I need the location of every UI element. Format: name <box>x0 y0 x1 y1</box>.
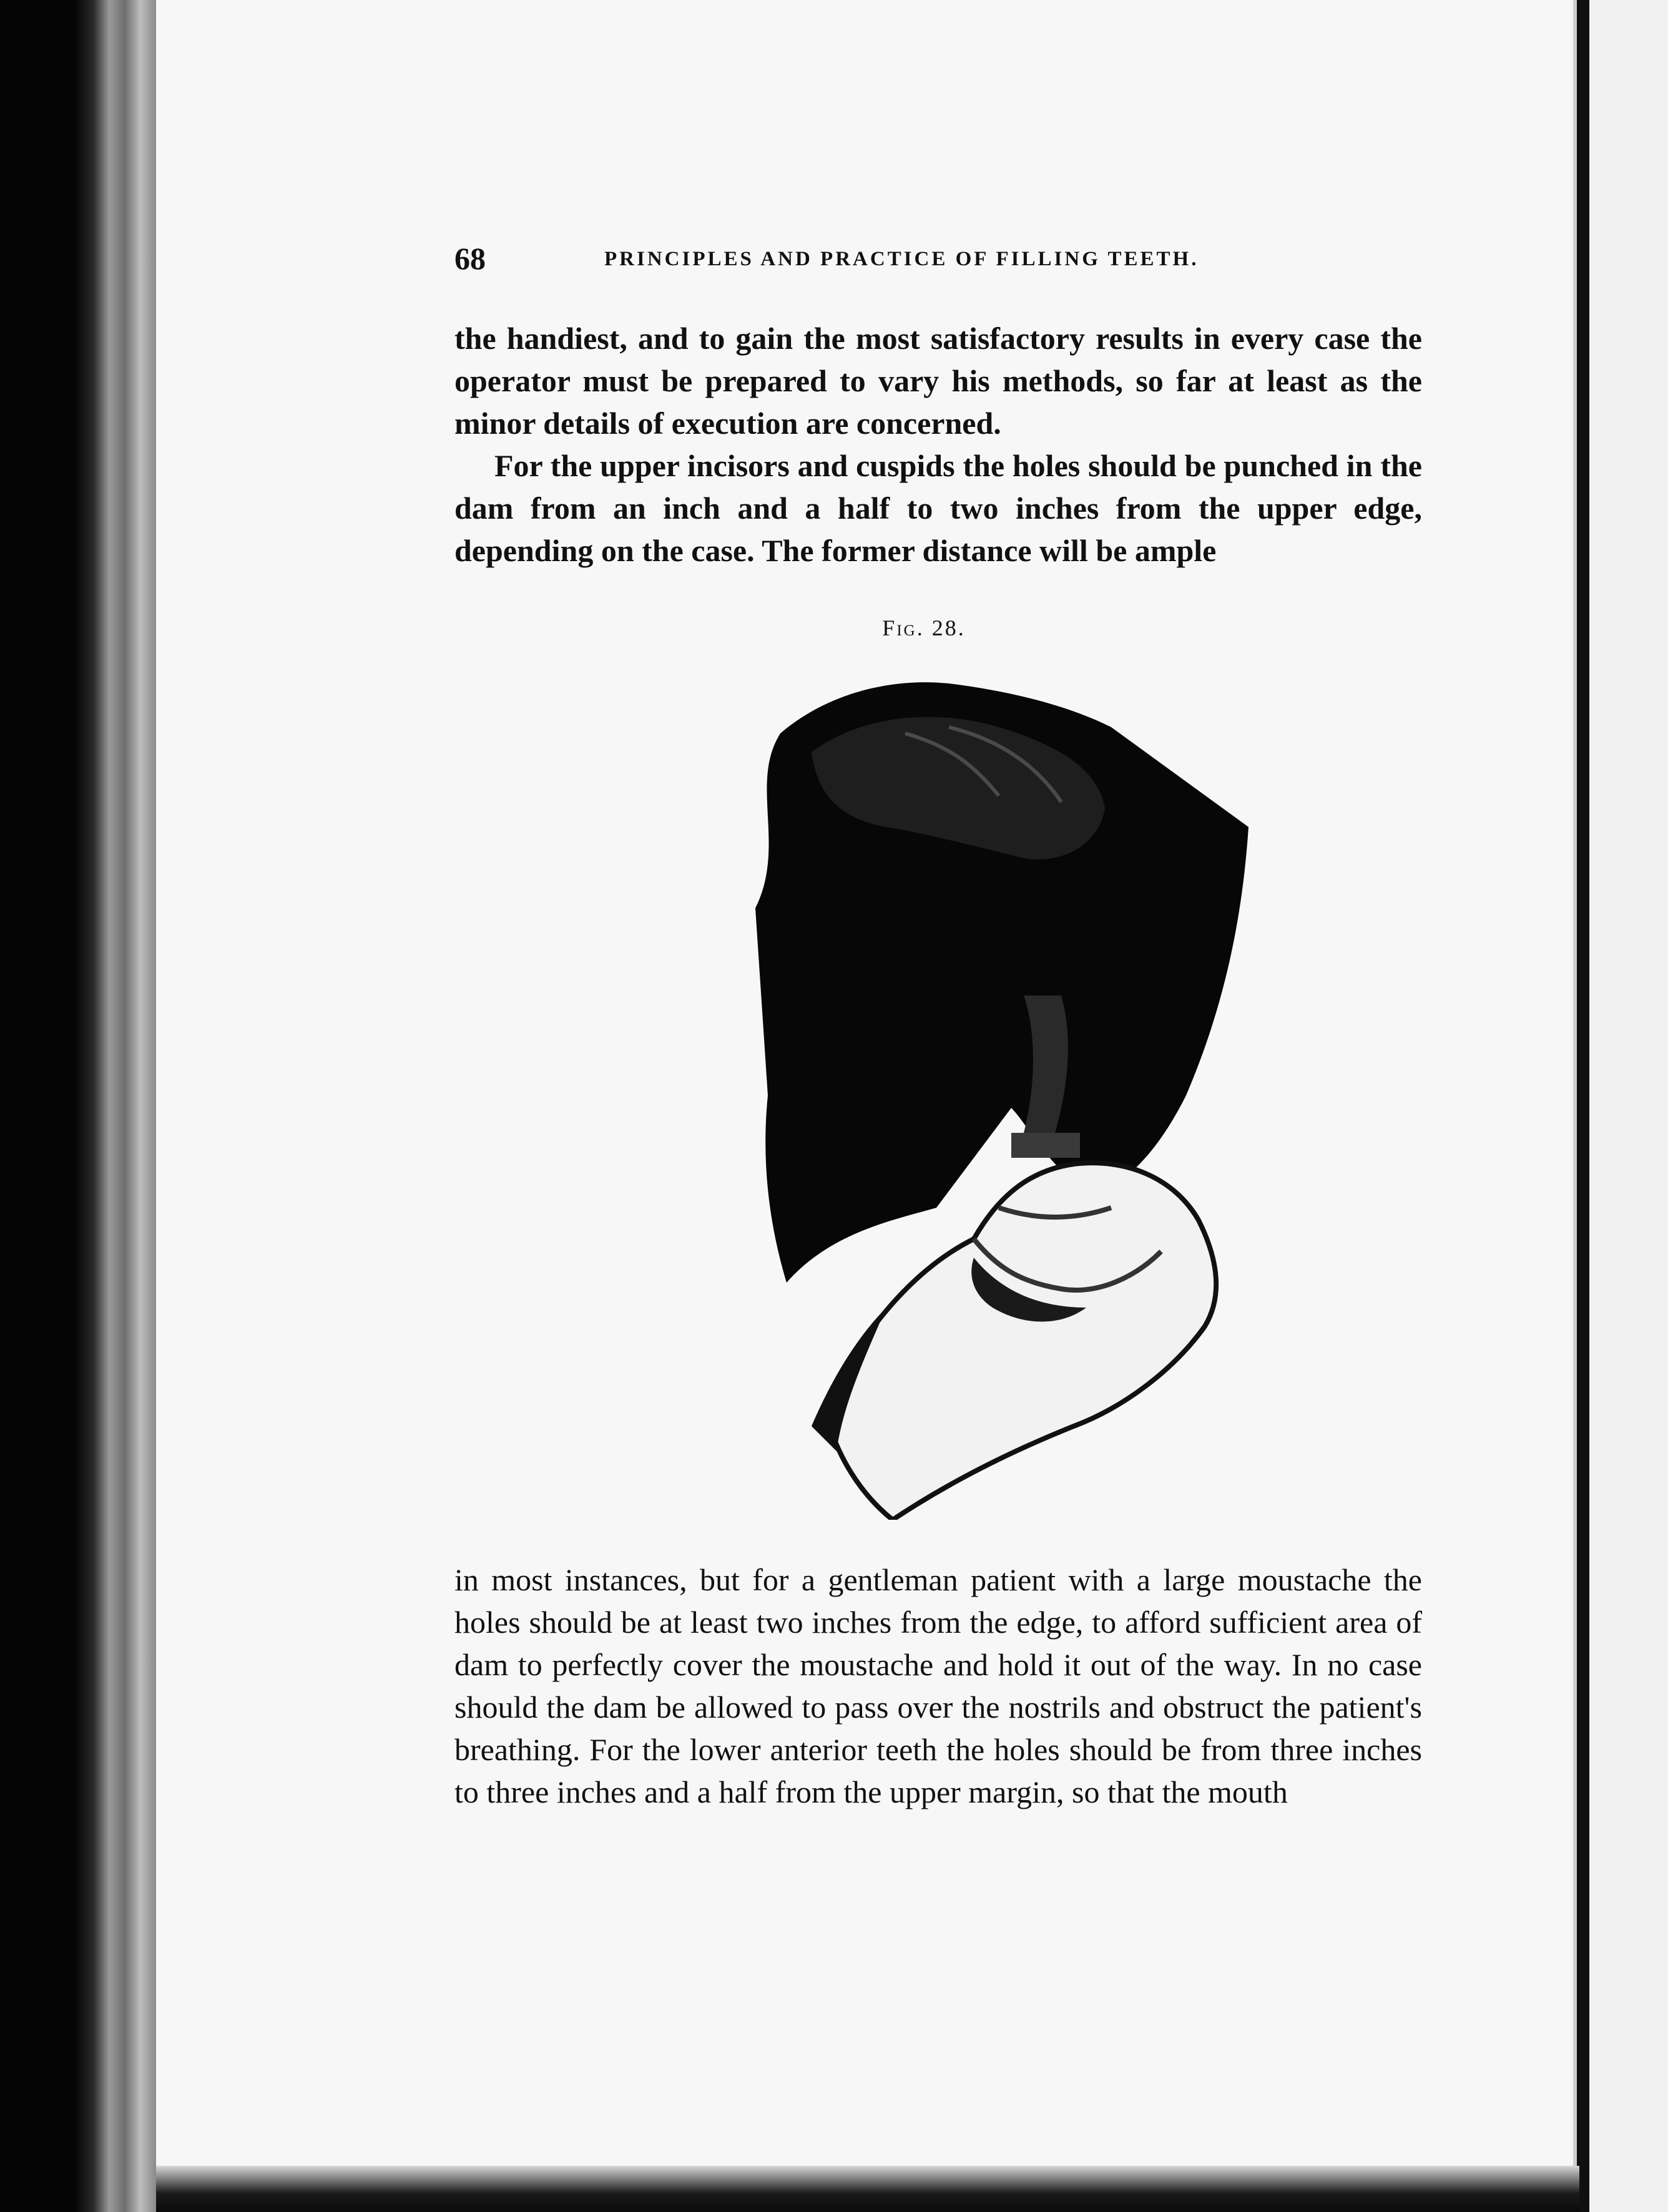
paragraph: the handiest, and to gain the most satisfactory results in every case the operator must be prepared to vary his methods, so far at least as the minor details of execution are concerned. <box>454 321 1422 441</box>
page-bottom-shadow <box>156 2166 1579 2212</box>
paragraph: in most instances, but for a gentleman patient with a large moustache the holes should be at least two inches from the edge, to afford sufficient area of dam to perfectly cover the moustache and hold it out of the way. In no case should the dam be allowed to pass over the nostrils and obstruct the patient's breathing. For the lower anterior teeth the holes should be from three inches to three inches and a half from the upper margin, so that the mouth <box>454 1562 1422 1809</box>
clamp-jaw <box>1011 1133 1080 1158</box>
hands-rubber-dam-illustration <box>624 658 1261 1520</box>
figure-illustration <box>624 658 1261 1520</box>
figure-caption: Fig. 28. <box>882 615 966 640</box>
text-block-top <box>454 317 1422 572</box>
page-number: 68 <box>454 241 486 276</box>
running-title: PRINCIPLES AND PRACTICE OF FILLING TEETH. <box>604 248 1199 270</box>
running-head <box>454 240 1422 284</box>
facing-page-edge <box>1589 0 1668 2212</box>
page-gutter-shadow <box>1577 0 1589 2212</box>
paragraph: For the upper incisors and cuspids the holes should be punched in the dam from an inch and a half to two inches from the upper edge, depending on the case. The former distance will be ample <box>454 448 1422 568</box>
text-block-bottom <box>454 1559 1422 1813</box>
